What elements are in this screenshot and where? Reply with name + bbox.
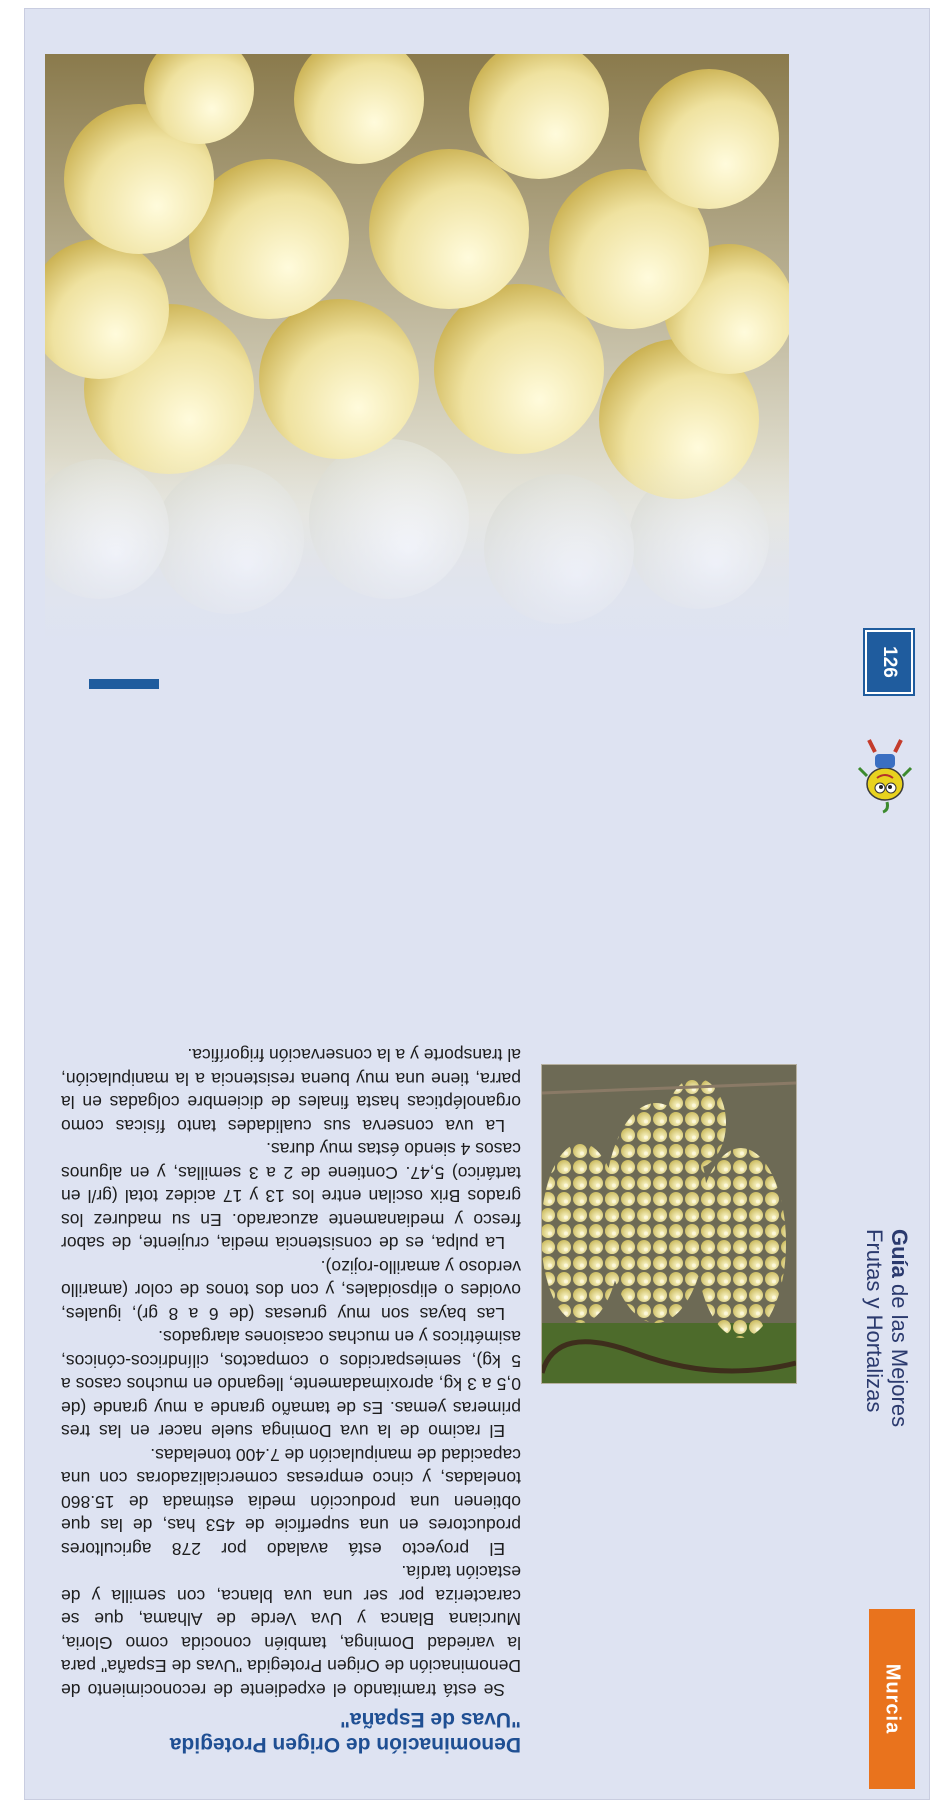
page-number-badge [865,630,913,694]
sidebar-strip [829,9,929,1799]
guide-title-bold: Guía [887,1229,912,1278]
upside-down-sheet [25,9,929,1799]
guide-title [855,1229,919,1589]
guide-title-rest: de las Mejores [887,1277,912,1428]
paragraph-1: Se está tramitando el expediente de reconocimiento de Denominación de Origen Protegida "Uvas de España" para la variedad Dominga, también conocida como Gloria, Murciana Blanca y Uva Verde de Alhama, que se caracteriza por ser una uva blanca, con semilla y de estación tardía. [61,1562,521,1700]
page-number: 126 [879,646,900,678]
brochure-page [24,8,930,1800]
blue-accent-bar [89,679,159,689]
paragraph-3: El racimo de la uva Dominga suele nacer en las tres primeras yemas. Es de tamaño grande a muy grande (de 0,5 a 3 kg, aproximadamente, llegando en muchos casos a 5 kg), semiesparcidos o compactos, cilíndricos-cónicos, asimétricos y en muchas ocasiones alargados. [61,1327,521,1442]
vineyard-grapes-photo [541,1064,797,1384]
fruit-mascot-icon [855,734,915,814]
paragraph-4: Las bayas son muy gruesas (de 6 a 8 gr), iguales, ovoides o elipsoidales, y con dos tonos de color (amarillo verdoso y amarillo-rojizo). [61,1257,521,1324]
paragraph-6: La uva conserva sus cualidades tanto físicas como organolépticas hasta finales de diciembre colgadas en la parra, tiene una muy buena resistencia a la manipulación, al transporte y a la conservación frigorífica. [61,1045,521,1136]
article-title [61,1707,521,1757]
grapes-closeup-photo [45,54,789,669]
region-label: Murcia [881,1663,904,1735]
guide-title-line2: Frutas y Hortalizas [862,1229,887,1413]
region-tab [869,1609,915,1789]
article-body [61,1043,521,1757]
article-title-line1: Denominación de Origen Protegida [169,1733,521,1756]
article-title-line2: "Uvas de España" [340,1708,521,1731]
paragraph-5: La pulpa, es de consistencia media, crujiente, de sabor fresco y medianamente azucarado. En su madurez los grados Brix oscilan entre los 13 y 17 acidez total (gr/l en tartárico) 5,47. Contiene de 2 a 3 semillas, y en algunos casos 4 siendo éstas muy duras. [61,1139,521,1254]
paragraph-2: El proyecto está avalado por 278 agricultores productores en una superficie de 453 has, de las que obtienen una producción media estimada de 15.860 toneladas, y cinco empresas comercializadoras con una capacidad de manipulación de 7.400 toneladas. [61,1445,521,1559]
